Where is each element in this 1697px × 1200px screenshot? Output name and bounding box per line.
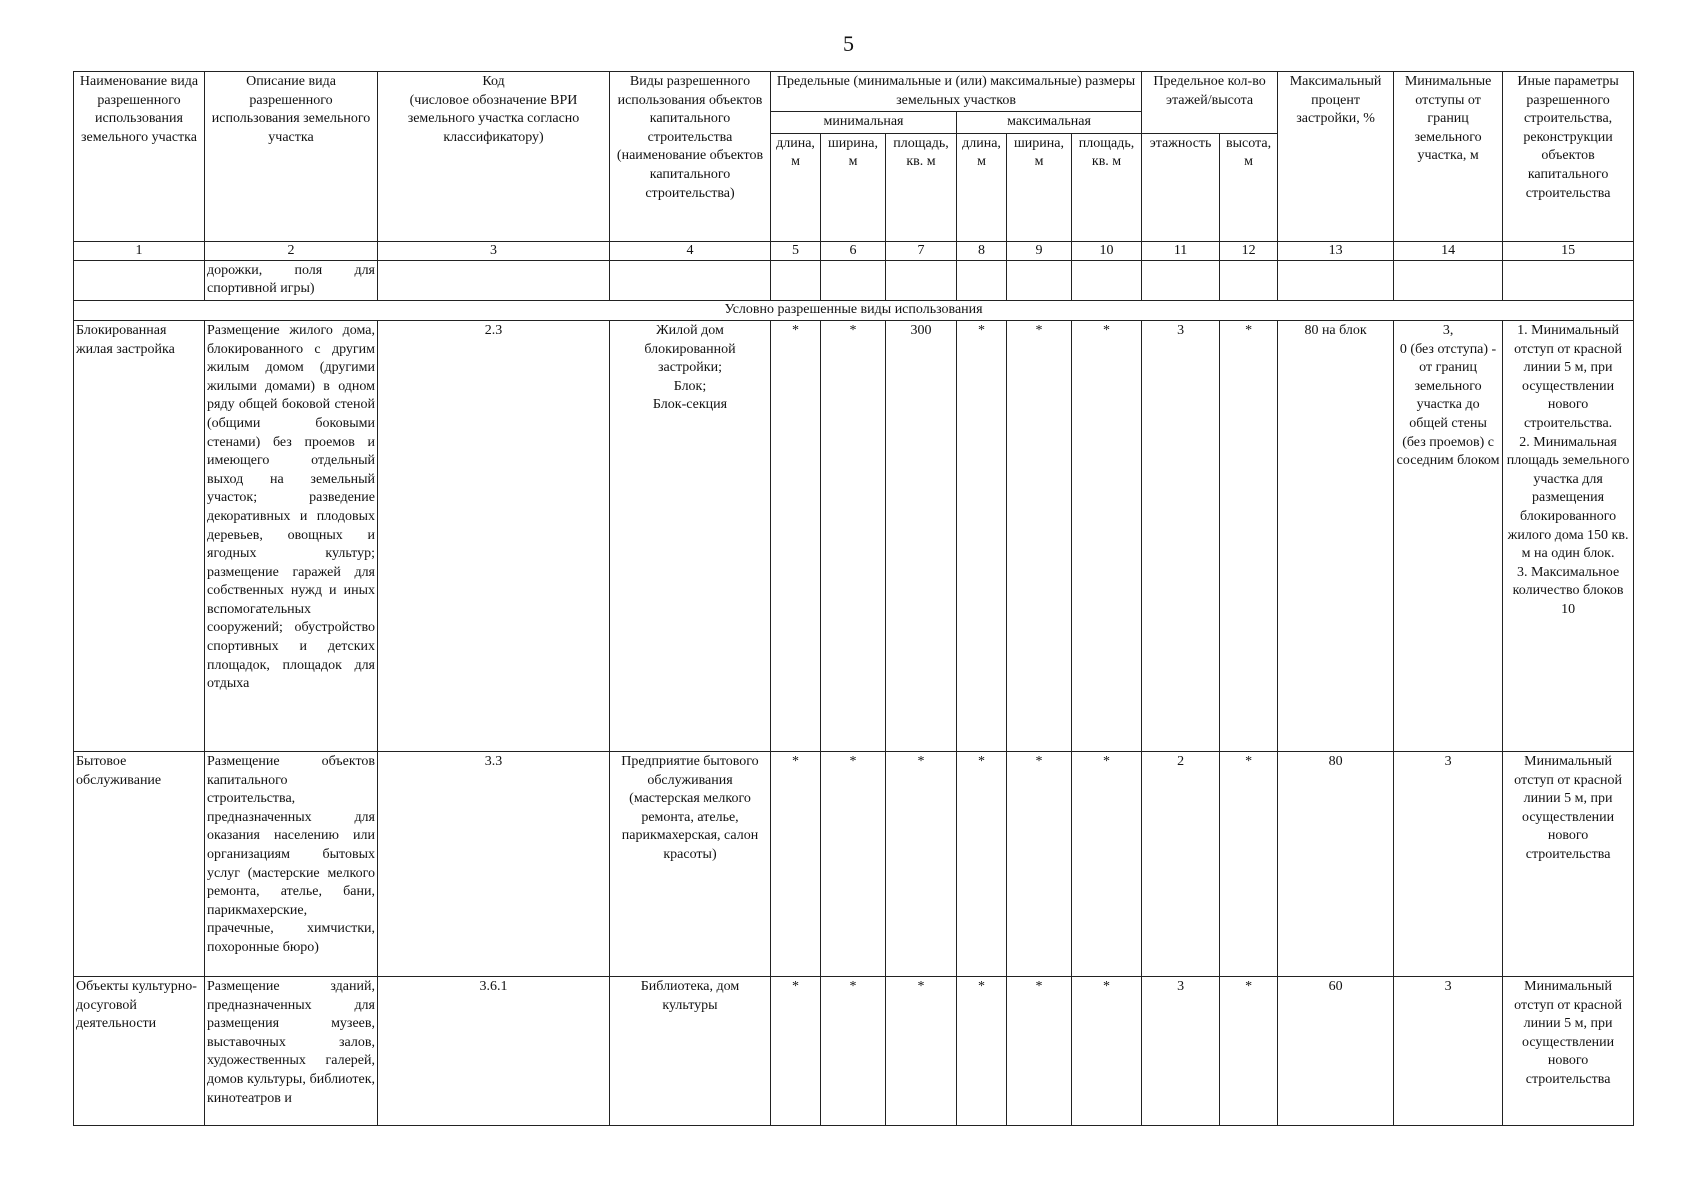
table-row [74,320,1634,751]
header-max-area: площадь, кв. м [1072,133,1142,241]
column-number: 3 [378,241,610,260]
row-setback: 3 [1394,751,1503,976]
header-max-width: ширина, м [1007,133,1072,241]
header-min: минимальная [771,112,957,134]
continuation-description: дорожки, поля для спортивной игры) [205,260,378,300]
row-other: 1. Минимальный отступ от красной линии 5 м, при осуществлении нового строительства. 2. Минимальная площадь земельного участка для размещения блокированного жилого дома 150 кв. м на один блок. 3. Максимальное количество блоков 10 [1503,320,1634,751]
header-min-width: ширина, м [821,133,886,241]
row-max-length: * [957,976,1007,1125]
row-max-width: * [1007,320,1072,751]
section-title: Условно разрешенные виды использования [74,300,1634,320]
row-description: Размещение зданий, предназначенных для размещения музеев, выставочных залов, художественных галерей, домов культуры, библиотек, кинотеатров и [205,976,378,1125]
column-number: 11 [1142,241,1220,260]
row-min-length: * [771,751,821,976]
row-other: Минимальный отступ от красной линии 5 м, при осуществлении нового строительства [1503,976,1634,1125]
row-min-area: * [886,976,957,1125]
row-percent: 80 на блок [1278,320,1394,751]
row-percent: 60 [1278,976,1394,1125]
column-number: 8 [957,241,1007,260]
header-row-1 [74,72,1634,112]
row-description: Размещение объектов капитального строительства, предназначенных для оказания населению или организациям бытовых услуг (мастерские мелкого ремонта, ателье, бани, парикмахерские, прачечные, химчистки, похоронные бюро) [205,751,378,976]
row-description: Размещение жилого дома, блокированного с другим жилым домом (другими жилыми домами) в одном ряду общей боковой стеной (общими боковыми стенами) без проемов и имеющего отдельный выход на земельный участок; разведение декоративных и плодовых деревьев, овощных и ягодных культур; размещение гаражей для собственных нужд и иных вспомогательных сооружений; обустройство спортивных и детских площадок, площадок для отдыха [205,320,378,751]
table-row [74,751,1634,976]
header-code: Код (числовое обозначение ВРИ земельного участка согласно классификатору) [378,72,610,242]
land-use-table [73,71,1634,1126]
header-height: высота, м [1220,133,1278,241]
column-number: 7 [886,241,957,260]
row-min-width: * [821,751,886,976]
row-min-length: * [771,320,821,751]
header-min-length: длина, м [771,133,821,241]
section-row [74,300,1634,320]
column-number: 15 [1503,241,1634,260]
row-floors: 3 [1142,320,1220,751]
column-number: 2 [205,241,378,260]
header-floors-height: Предельное кол-во этажей/высота [1142,72,1278,134]
row-objects: Жилой дом блокированной застройки; Блок; Блок-секция [610,320,771,751]
header-max: максимальная [957,112,1142,134]
header-name: Наименование вида разрешенного использования земельного участка [74,72,205,242]
row-max-width: * [1007,976,1072,1125]
row-name: Блокированная жилая застройка [74,320,205,751]
column-number: 10 [1072,241,1142,260]
continuation-row [74,260,1634,300]
row-name: Объекты культурно-досуговой деятельности [74,976,205,1125]
header-floors: этажность [1142,133,1220,241]
row-code: 3.6.1 [378,976,610,1125]
row-min-area: * [886,751,957,976]
header-max-length: длина, м [957,133,1007,241]
row-max-area: * [1072,976,1142,1125]
row-code: 3.3 [378,751,610,976]
row-percent: 80 [1278,751,1394,976]
row-max-length: * [957,320,1007,751]
header-max-percent: Максимальный процент застройки, % [1278,72,1394,242]
row-objects: Предприятие бытового обслуживания (мастерская мелкого ремонта, ателье, парикмахерская, салон красоты) [610,751,771,976]
row-min-width: * [821,320,886,751]
row-min-length: * [771,976,821,1125]
row-height: * [1220,976,1278,1125]
header-limits: Предельные (минимальные и (или) максимальные) размеры земельных участков [771,72,1142,112]
row-max-area: * [1072,751,1142,976]
row-max-length: * [957,751,1007,976]
column-number: 12 [1220,241,1278,260]
header-min-area: площадь, кв. м [886,133,957,241]
header-objects: Виды разрешенного использования объектов капитального строительства (наименование объектов капитального строительства) [610,72,771,242]
row-objects: Библиотека, дом культуры [610,976,771,1125]
row-height: * [1220,320,1278,751]
header-other: Иные параметры разрешенного строительства, реконструкции объектов капитального строительства [1503,72,1634,242]
row-max-width: * [1007,751,1072,976]
row-floors: 2 [1142,751,1220,976]
header-setbacks: Минимальные отступы от границ земельного участка, м [1394,72,1503,242]
row-setback: 3, 0 (без отступа) - от границ земельного участка до общей стены (без проемов) с соседним блоком [1394,320,1503,751]
row-floors: 3 [1142,976,1220,1125]
table-row [74,976,1634,1125]
column-number: 4 [610,241,771,260]
row-height: * [1220,751,1278,976]
column-number: 14 [1394,241,1503,260]
header-description: Описание вида разрешенного использования земельного участка [205,72,378,242]
column-number: 13 [1278,241,1394,260]
row-min-area: 300 [886,320,957,751]
column-numbers-row [74,241,1634,260]
row-setback: 3 [1394,976,1503,1125]
page-number: 5 [843,31,854,56]
row-code: 2.3 [378,320,610,751]
column-number: 9 [1007,241,1072,260]
row-min-width: * [821,976,886,1125]
row-name: Бытовое обслуживание [74,751,205,976]
row-max-area: * [1072,320,1142,751]
column-number: 5 [771,241,821,260]
column-number: 6 [821,241,886,260]
column-number: 1 [74,241,205,260]
row-other: Минимальный отступ от красной линии 5 м, при осуществлении нового строительства [1503,751,1634,976]
